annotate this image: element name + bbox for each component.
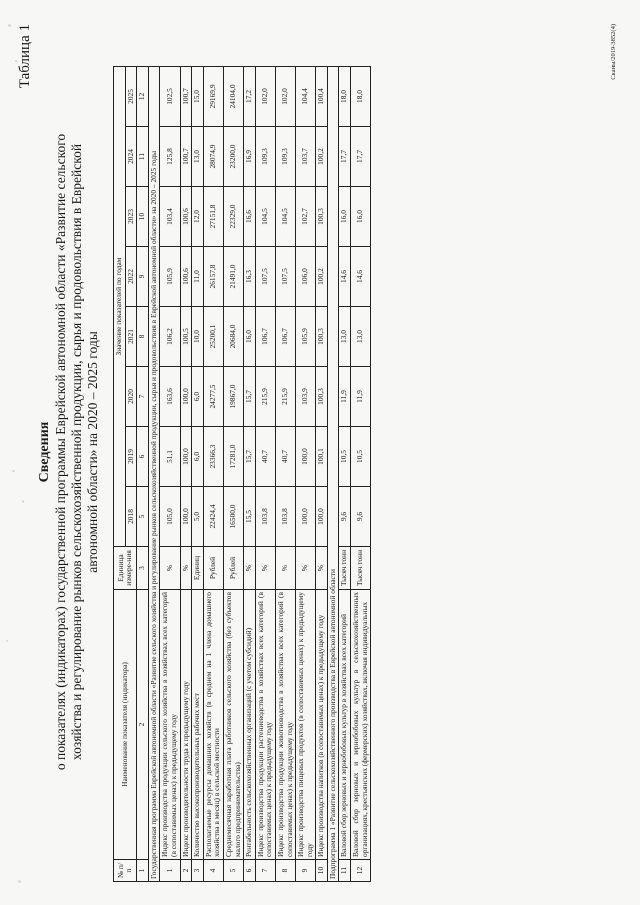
heading-line: автономной области» на 2020 – 2025 годы (85, 331, 100, 573)
value-cell: 106,0 (296, 247, 316, 307)
unit-cell: % (255, 547, 275, 590)
value-cell: 11,9 (351, 367, 371, 427)
table-row (203, 66, 223, 881)
value-cell: 100,6 (180, 187, 192, 247)
table-row (275, 66, 295, 881)
unit-cell: % (296, 547, 316, 590)
value-cell: 23366,3 (203, 427, 223, 487)
heading-line: о показателях (индикаторах) государственной программы Еврейской автономной области «Развитие сельского (53, 133, 68, 771)
value-cell: 163,6 (160, 367, 180, 427)
column-number: 1 (137, 860, 149, 882)
table-row (180, 66, 192, 881)
unit-cell: Рублей (223, 547, 243, 590)
value-cell: 100,3 (316, 187, 328, 247)
row-number: 10 (316, 860, 328, 882)
indicator-name: Среднемесячная заработная плата работников сельского хозяйства (без субъектов малого предпринимательства) (223, 590, 243, 860)
value-cell: 24277,5 (203, 367, 223, 427)
value-cell: 28074,9 (203, 127, 223, 187)
column-number: 8 (137, 307, 149, 367)
value-cell: 19867,0 (223, 367, 243, 427)
indicator-name: Рентабельность сельскохозяйственных организаций (с учетом субсидий) (244, 590, 256, 860)
column-number: 6 (137, 427, 149, 487)
unit-cell: Единиц (192, 547, 204, 590)
unit-cell: % (244, 547, 256, 590)
header-year: 2024 (125, 127, 137, 187)
value-cell: 103,9 (296, 367, 316, 427)
value-cell: 15,0 (192, 66, 204, 126)
value-cell: 18,0 (351, 66, 371, 126)
table-row (296, 66, 316, 881)
value-cell: 100,0 (316, 487, 328, 547)
value-cell: 10,0 (192, 307, 204, 367)
value-cell: 106,7 (275, 307, 295, 367)
section-title: Государственная программа Еврейской автономной области «Развитие сельского хозяйства и регулирование рынков сельскохозяйственной продукции, сырья и продовольствия в Еврейской автономной области» на 2020 – 2025 годы (148, 66, 160, 881)
value-cell: 17,7 (339, 127, 351, 187)
row-number: 12 (351, 860, 371, 882)
column-number: 5 (137, 487, 149, 547)
value-cell: 105,9 (296, 307, 316, 367)
indicator-name: Индекс производства пищевых продуктов (в сопоставимых ценах) к предыдущему году (296, 590, 316, 860)
value-cell: 11,9 (339, 367, 351, 427)
value-cell: 16500,0 (223, 487, 243, 547)
column-number: 12 (137, 66, 149, 126)
unit-cell: % (275, 547, 295, 590)
value-cell: 104,5 (275, 187, 295, 247)
value-cell: 215,9 (255, 367, 275, 427)
value-cell: 104,4 (296, 66, 316, 126)
value-cell: 14,6 (339, 247, 351, 307)
table-row (192, 66, 204, 881)
row-number: 8 (275, 860, 295, 882)
row-number: 5 (223, 860, 243, 882)
value-cell: 5,0 (192, 487, 204, 547)
value-cell: 16,6 (244, 187, 256, 247)
unit-cell: Тысяч тонн (351, 547, 371, 590)
table-row (255, 66, 275, 881)
value-cell: 106,2 (160, 307, 180, 367)
table-row (316, 66, 328, 881)
row-number: 3 (192, 860, 204, 882)
indicator-name: Количество высокопроизводительных рабочих мест (192, 590, 204, 860)
header-unit: Единица измере-ния (114, 547, 137, 590)
column-numbers-row (137, 66, 149, 881)
indicator-name: Индекс производительности труда к предыдущему году (180, 590, 192, 860)
value-cell: 100,2 (316, 127, 328, 187)
scan-speck (6, 640, 8, 642)
value-cell: 16,0 (351, 187, 371, 247)
value-cell: 27151,8 (203, 187, 223, 247)
value-cell: 105,9 (160, 247, 180, 307)
value-cell: 16,0 (339, 187, 351, 247)
value-cell: 13,0 (351, 307, 371, 367)
section-row (327, 66, 339, 881)
value-cell: 16,3 (244, 247, 256, 307)
unit-cell: % (180, 547, 192, 590)
value-cell: 125,8 (160, 127, 180, 187)
indicators-table (113, 66, 371, 882)
unit-cell: Тысяч тонн (339, 547, 351, 590)
header-year: 2019 (125, 427, 137, 487)
column-number: 9 (137, 247, 149, 307)
header-year: 2018 (125, 487, 137, 547)
value-cell: 15,7 (244, 367, 256, 427)
value-cell: 102,0 (255, 66, 275, 126)
section-title: Подпрограмма 1 «Развитие сельскохозяйственного производства в Еврейской автономной области (327, 66, 339, 881)
value-cell: 26157,8 (203, 247, 223, 307)
value-cell: 107,5 (255, 247, 275, 307)
value-cell: 17,7 (351, 127, 371, 187)
value-cell: 102,7 (296, 187, 316, 247)
value-cell: 13,0 (192, 127, 204, 187)
indicator-name: Валовой сбор зерновых и зернобобовых культур в сельскохозяйственных организациях, крестьянских (фермерских) хозяйствах, включая индивидуальных (351, 590, 371, 860)
header-year: 2020 (125, 367, 137, 427)
table-row (244, 66, 256, 881)
value-cell: 100,0 (296, 427, 316, 487)
value-cell: 20684,0 (223, 307, 243, 367)
value-cell: 100,5 (180, 307, 192, 367)
header-year: 2023 (125, 187, 137, 247)
header-no: № п/п (114, 860, 137, 882)
row-number: 4 (203, 860, 223, 882)
value-cell: 102,5 (160, 66, 180, 126)
column-number: 2 (137, 590, 149, 860)
value-cell: 6,0 (192, 427, 204, 487)
value-cell: 103,8 (255, 487, 275, 547)
column-number: 3 (137, 547, 149, 590)
rotated-page (15, 12, 625, 892)
value-cell: 17281,0 (223, 427, 243, 487)
table-label: Таблица 1 (17, 24, 33, 89)
value-cell: 40,7 (275, 427, 295, 487)
value-cell: 11,0 (192, 247, 204, 307)
value-cell: 106,7 (255, 307, 275, 367)
table-row (351, 66, 371, 881)
value-cell: 10,5 (339, 427, 351, 487)
row-number: 7 (255, 860, 275, 882)
value-cell: 16,9 (244, 127, 256, 187)
value-cell: 100,0 (180, 427, 192, 487)
indicator-name: Валовой сбор зерновых и зернобобовых культур в хозяйствах всех категорий (339, 590, 351, 860)
value-cell: 100,2 (316, 247, 328, 307)
footer-code: Сканы/2019-3852(4) (610, 24, 617, 80)
value-cell: 15,7 (244, 427, 256, 487)
value-cell: 109,3 (275, 127, 295, 187)
value-cell: 6,0 (192, 367, 204, 427)
value-cell: 29169,9 (203, 66, 223, 126)
value-cell: 100,4 (316, 66, 328, 126)
row-number: 11 (339, 860, 351, 882)
row-number: 6 (244, 860, 256, 882)
value-cell: 103,8 (275, 487, 295, 547)
header-row (114, 66, 126, 881)
value-cell: 100,1 (316, 427, 328, 487)
value-cell: 100,0 (180, 367, 192, 427)
value-cell: 100,6 (180, 247, 192, 307)
value-cell: 25200,1 (203, 307, 223, 367)
value-cell: 22424,4 (203, 487, 223, 547)
value-cell: 102,0 (275, 66, 295, 126)
value-cell: 215,9 (275, 367, 295, 427)
value-cell: 9,6 (339, 487, 351, 547)
table-row (223, 66, 243, 881)
unit-cell: % (160, 547, 180, 590)
value-cell: 23200,0 (223, 127, 243, 187)
header-values-group: Значение показателей по годам (114, 66, 126, 546)
value-cell: 15,5 (244, 487, 256, 547)
heading-line: хозяйства и регулирование рынков сельскохозяйственной продукции, сырья и продовольствия в Еврейской (69, 143, 84, 761)
value-cell: 24104,0 (223, 66, 243, 126)
header-year: 2022 (125, 247, 137, 307)
value-cell: 100,0 (180, 487, 192, 547)
value-cell: 104,5 (255, 187, 275, 247)
table-row (339, 66, 351, 881)
value-cell: 22329,0 (223, 187, 243, 247)
value-cell: 10,5 (351, 427, 371, 487)
value-cell: 103,4 (160, 187, 180, 247)
value-cell: 100,0 (296, 487, 316, 547)
indicator-name: Индекс производства продукции растениеводства в хозяйствах всех категорий (в сопоставимых ценах) к предыдущему году (255, 590, 275, 860)
value-cell: 103,7 (296, 127, 316, 187)
unit-cell: Рублей (203, 547, 223, 590)
indicator-name: Располагаемые ресурсы домашних хозяйств (в среднем на 1 члена домашнего хозяйства в месяц) в сельской местности (203, 590, 223, 860)
column-number: 10 (137, 187, 149, 247)
header-year: 2025 (125, 66, 137, 126)
scan-speck (8, 24, 11, 27)
value-cell: 16,0 (244, 307, 256, 367)
value-cell: 100,7 (180, 66, 192, 126)
value-cell: 13,0 (339, 307, 351, 367)
value-cell: 107,5 (275, 247, 295, 307)
value-cell: 105,0 (160, 487, 180, 547)
header-name: Наименование показателя (индикатора) (114, 590, 137, 860)
value-cell: 17,2 (244, 66, 256, 126)
header-year: 2021 (125, 307, 137, 367)
value-cell: 9,6 (351, 487, 371, 547)
unit-cell: % (316, 547, 328, 590)
value-cell: 100,7 (180, 127, 192, 187)
value-cell: 21491,0 (223, 247, 243, 307)
value-cell: 100,3 (316, 367, 328, 427)
row-number: 2 (180, 860, 192, 882)
indicator-name: Индекс производства напитков (в сопоставимых ценах) к предыдущему году (316, 590, 328, 860)
heading-title: Сведения (37, 421, 52, 483)
value-cell: 100,3 (316, 307, 328, 367)
column-number: 11 (137, 127, 149, 187)
indicator-name: Индекс производства продукции сельского хозяйства в хозяйствах всех категорий (в сопоставимых ценах) к предыдущему году (160, 590, 180, 860)
value-cell: 51,1 (160, 427, 180, 487)
value-cell: 14,6 (351, 247, 371, 307)
indicator-name: Индекс производства продукции животноводства в хозяйствах всех категорий (в сопоставимых ценах) к предыдущему году (275, 590, 295, 860)
row-number: 9 (296, 860, 316, 882)
column-number: 7 (137, 367, 149, 427)
table-row (160, 66, 180, 881)
value-cell: 109,3 (255, 127, 275, 187)
value-cell: 18,0 (339, 66, 351, 126)
value-cell: 12,0 (192, 187, 204, 247)
row-number: 1 (160, 860, 180, 882)
document-heading (37, 62, 101, 842)
value-cell: 40,7 (255, 427, 275, 487)
section-row (148, 66, 160, 881)
